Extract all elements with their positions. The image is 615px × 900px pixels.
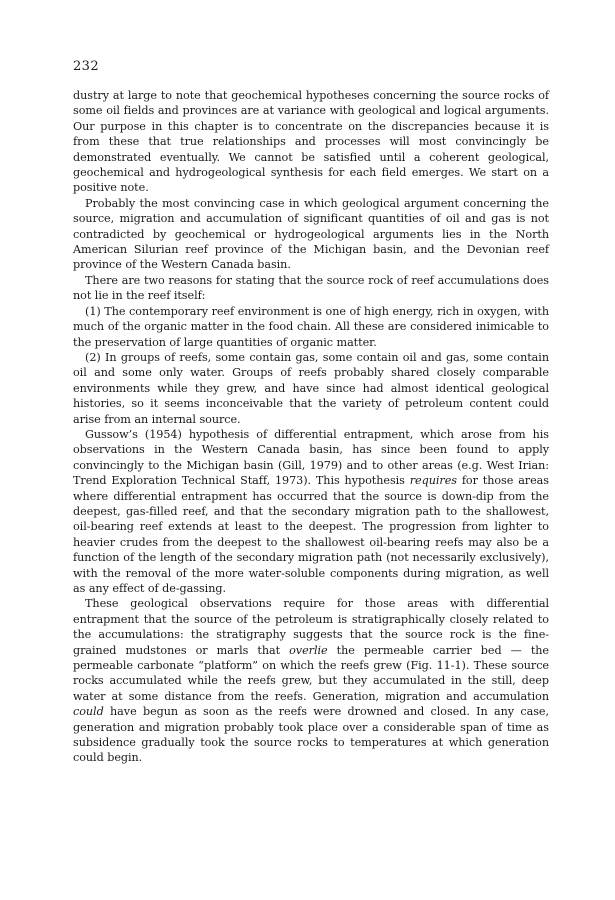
text-run: Probably the most convincing case in which geological argument concerning the source, migration and accumulation of significant quantities of oil and gas is not contradicted by geochemical or hydrogeological arguments lies in the North American Silurian reef province of the Michigan basin, and the Devonian reef province of the Western Canada basin. — [73, 196, 549, 272]
paragraph — [73, 596, 549, 765]
paragraph — [73, 196, 549, 273]
paragraph — [73, 88, 549, 196]
italic-text: overlie — [289, 643, 328, 657]
italic-text: could — [73, 705, 104, 719]
page-number: 232 — [73, 59, 100, 74]
paragraph — [73, 273, 549, 304]
paragraph — [73, 350, 549, 427]
body-text — [73, 88, 549, 766]
text-run: for those areas where differential entrapment has occurred that the source is down-dip from the deepest, gas-filled reef, and that the secondary migration path to the shallowest, oil-bearing reef extends at least to the deepest. The progression from lighter to heavier crudes from the deepest to the shallowest oil-bearing reefs may also be a function of the length of the secondary migration path (not necessarily exclusively), with the removal of the more water-soluble components during migration, as well as any effect of de-gassing. — [73, 474, 549, 595]
italic-text: requires — [409, 474, 457, 488]
text-run: There are two reasons for stating that the source rock of reef accumulations does not lie in the reef itself: — [73, 273, 549, 303]
text-run: These geological observations require for those areas with differential entrapment that the source of the petroleum is stratigraphically closely related to the accumulations: the stratigraphy suggests that the source rock is the fine-grained mudstones or marls that — [73, 597, 549, 657]
text-run: (2) In groups of reefs, some contain gas, some contain oil and gas, some contain oil and some only water. Groups of reefs probably shared closely comparable environments while they grew, and have since had almost identical geological histories, so it seems inconceivable that the variety of petroleum content could arise from an internal source. — [73, 350, 549, 426]
text-run: Gussow’s (1954) hypothesis of differential entrapment, which arose from his observations in the Western Canada basin, has since been found to apply convincingly to the Michigan basin (Gill, 1979) and to other areas (e.g. West Irian: Trend Exploration Technical Staff, 1973). This hypothesis — [73, 427, 549, 488]
text-run: the permeable carrier bed — the permeable carbonate “platform” on which the reefs grew (Fig. 11-1). These source rocks accumulated while the reefs grew, but they accumulated in the still, deep water at some distance from the reefs. Generation, migration and accumulation — [73, 643, 549, 703]
text-run: (1) The contemporary reef environment is one of high energy, rich in oxygen, with much of the organic matter in the food chain. All these are considered inimicable to the preservation of large quantities of organic matter. — [73, 304, 549, 349]
text-run: have begun as soon as the reefs were drowned and closed. In any case, generation and migration probably took place over a considerable span of time as subsidence gradually took the source rocks to temperatures at which generation could begin. — [73, 705, 549, 765]
text-run: dustry at large to note that geochemical hypotheses concerning the source rocks of some oil fields and provinces are at variance with geological and logical arguments. Our purpose in this chapter is to concentrate on the discrepancies because it is from these that true relationships and processes will most convincingly be demonstrated eventually. We cannot be satisfied until a coherent geological, geochemical and hydrogeological synthesis for each field emerges. We start on a positive note. — [73, 89, 549, 195]
paragraph — [73, 427, 549, 596]
document-page — [73, 58, 549, 766]
paragraph — [73, 304, 549, 350]
